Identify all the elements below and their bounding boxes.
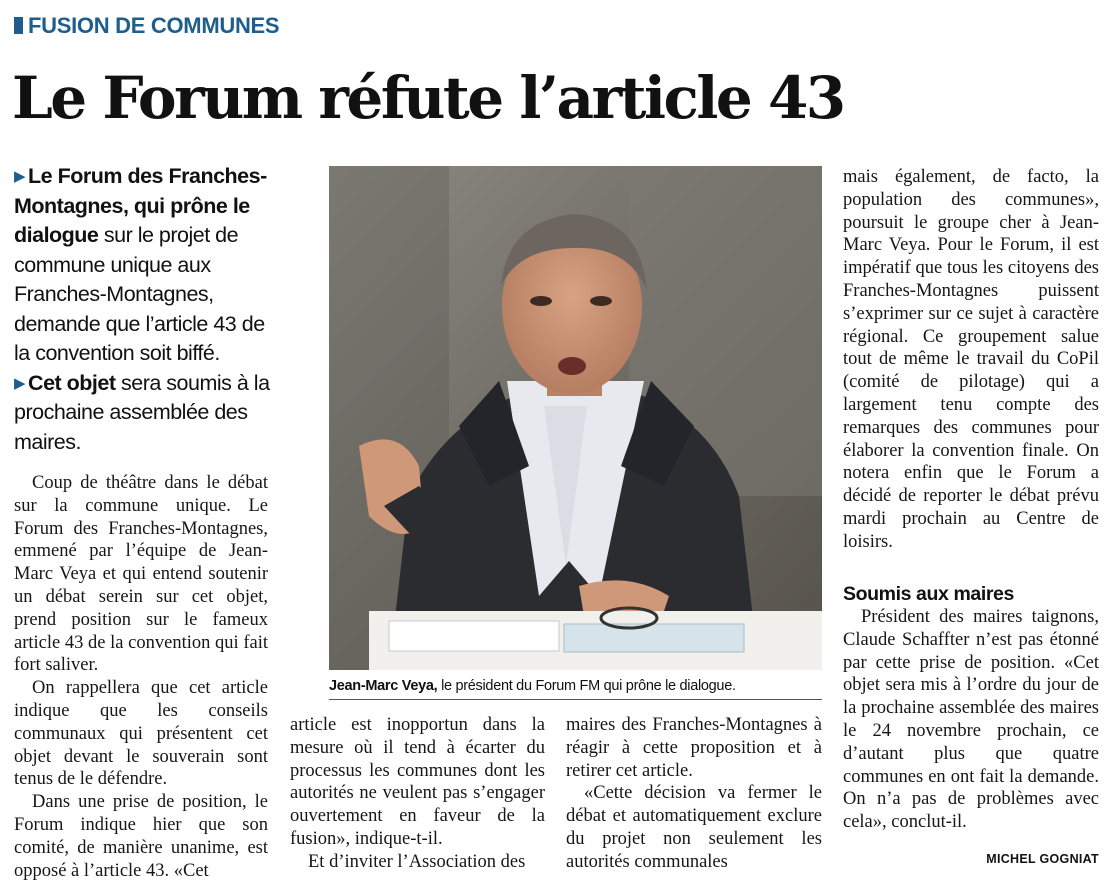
body-paragraph: Dans une prise de position, le Forum indique hier que son comité, de manière unanime, est opposé à l’article 43. «Cet [14,792,268,881]
lead-point-1-text: sur le projet de commune unique aux Franches-Montagnes, demande que l’article 43 de la convention soit biffé. [14,223,265,365]
lead-point-1 [14,162,282,369]
body-paragraph: On rappellera que cet article indique que les conseils communaux qui présentent cet objet devant le souverain sont tenus de le défendre. [14,678,268,790]
speaker-photo-illustration [329,166,822,670]
body-column-2 [290,714,545,874]
body-paragraph: maires des Franches-Montagnes à réagir à cette proposition et à retirer cet article. [566,715,822,781]
photo-caption [329,676,822,696]
body-column-1 [14,472,268,882]
lead-point-2-text: sera soumis à la prochaine assemblée des maires. [14,370,270,454]
body-paragraph: «Cette décision va fermer le débat et automatiquement exclure du projet non seulement les autorités communales [566,783,822,872]
body-paragraph: Coup de théâtre dans le débat sur la commune unique. Le Forum des Franches-Montagnes, emmené par l’équipe de Jean-Marc Veya et qui entend soutenir un débat serein sur cet objet, prend position sur le fameux article 43 de la convention qui fait fort saliver. [14,473,268,676]
body-paragraph: Président des maires taignons, Claude Schaffter n’est pas étonné par cette prise de position. «Cet objet sera mis à l’ordre du jour de la prochaine assemblée des maires le 24 novembre prochain, ce d’autant plus que quatre communes en ont fait la demande. On n’a pas de problèmes avec cela», conclut-il. [843,607,1099,833]
body-column-4 [843,166,1099,554]
article-photo [329,166,822,670]
author-signature: MICHEL GOGNIAT [986,852,1099,866]
caption-divider [329,699,822,700]
caption-text: le président du Forum FM qui prône le dialogue. [437,678,736,694]
lead-point-2-strong: Cet objet [28,370,116,395]
body-column-4-continued [843,606,1099,834]
rubric-label: FUSION DE COMMUNES [28,13,280,38]
triangle-bullet-icon: ▶ [14,168,26,185]
body-paragraph: mais également, de facto, la population des communes», poursuit le groupe cher à Jean-Marc Veya. Pour le Forum, il est impératif que tous les citoyens des Franches-Montagnes puissent s’exprimer sur ce sujet à caractère régional. Ce groupement salue tout de même le travail du CoPil (comité de pilotage) qui a largement tenu compte des remarques des communes pour élaborer la convention finale. On notera enfin que le Forum a décidé de reporter le débat prévu mardi prochain au Centre de loisirs. [843,167,1099,552]
headline: Le Forum réfute l’article 43 [12,64,844,132]
lead-point-2 [14,369,282,458]
body-paragraph: article est inopportun dans la mesure où il tend à écarter du processus les communes dont les autorités ne veulent pas s’engager ouvertement en faveur de la fusion», indique-t-il. [290,715,545,849]
section-rubric [14,12,279,40]
caption-name: Jean-Marc Veya, [329,678,438,694]
rubric-square-icon [14,17,23,34]
subheading: Soumis aux maires [843,583,1014,605]
triangle-bullet-icon: ▶ [14,374,26,392]
body-paragraph: Et d’inviter l’Association des [308,851,526,872]
lead-paragraph [14,162,282,457]
lead-point-1-strong: Le Forum des Franches-Montagnes, qui prône le dialogue [14,164,267,247]
body-column-3 [566,714,822,874]
